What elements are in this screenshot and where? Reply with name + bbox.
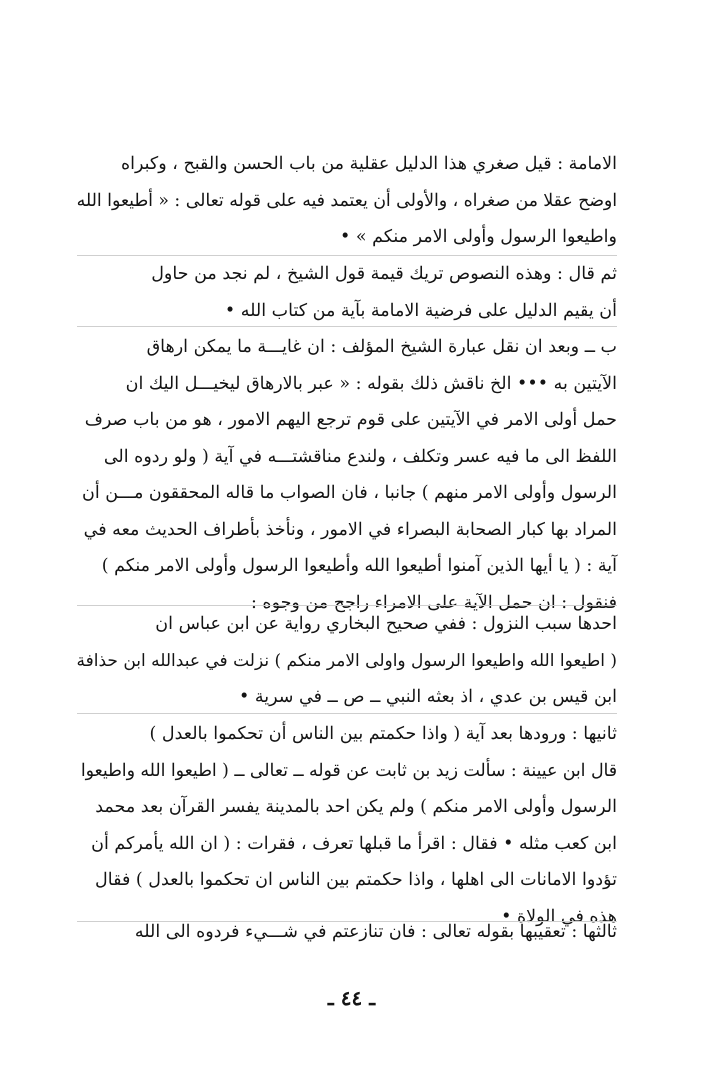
text-line: ابن كعب مثله • فقال : اقرأ ما قبلها تعرف ، فقرات : ( ان الله يأمركم أن bbox=[91, 833, 617, 854]
text-line: ثانيها : ورودها بعد آية ( واذا حكمتم بين الناس أن تحكموا بالعدل ) bbox=[149, 724, 617, 744]
text-line: اللفظ الى ما فيه عسر وتكلف ، ولندع مناقشتـــه في آية ( ولو ردوه الى bbox=[103, 446, 617, 467]
text-line: الامامة : قيل صغري هذا الدليل عقلية من باب الحسن والقبح ، وكبراه bbox=[120, 154, 617, 174]
text-line: آية : ( يا أيها الذين آمنوا أطيعوا الله وأطيعوا الرسول وأولى الامر منكم ) bbox=[101, 556, 617, 576]
paragraph-divider bbox=[77, 326, 617, 327]
text-line: الرسول وأولى الامر منهم ) جانبا ، فان الصواب ما قاله المحققون مـــن أن bbox=[81, 483, 617, 503]
text-line: ابن قيس بن عدي ، اذ بعثه النبي ــ ص ــ في سرية • bbox=[239, 687, 617, 707]
text-line: ثالثها : تعقيبها بقوله تعالى : فان تنازعتم في شـــيء فردوه الى الله bbox=[134, 922, 617, 942]
paragraph-3 bbox=[77, 329, 617, 621]
text-line: الآيتين به ••• الخ ناقش ذلك بقوله : « عبر بالارهاق ليخيـــل اليك ان bbox=[125, 373, 617, 394]
text-line: هذه في الولاة • bbox=[501, 906, 617, 927]
text-line: ثم قال : وهذه النصوص تريك قيمة قول الشيخ ، لم نجد من حاول bbox=[151, 264, 617, 284]
text-line: واطيعوا الرسول وأولى الامر منكم » • bbox=[339, 227, 617, 247]
text-line: اوضح عقلا من صغراه ، والأولى أن يعتمد فيه على قوله تعالى : « أطيعوا الله bbox=[76, 190, 617, 211]
text-line: قال ابن عيينة : سألت زيد بن ثابت عن قوله ــ تعالى ــ ( اطيعوا الله واطيعوا bbox=[80, 760, 617, 781]
text-line: احدها سبب النزول : ففي صحيح البخاري رواية عن ابن عباس ان bbox=[155, 614, 617, 634]
text-line: فنقول : ان حمل الآية على الامراء راجح من وجوه : bbox=[250, 592, 617, 613]
text-line: حمل أولى الامر في الآيتين على قوم ترجع اليهم الامور ، هو من باب صرف bbox=[84, 410, 617, 430]
paragraph-5 bbox=[77, 716, 617, 935]
paragraph-1 bbox=[77, 146, 617, 256]
paragraph-divider bbox=[77, 713, 617, 714]
paragraph-2 bbox=[77, 256, 617, 329]
text-line: أن يقيم الدليل على فرضية الامامة بآية من كتاب الله • bbox=[224, 300, 617, 321]
page-number: ـ ٤٤ ـ bbox=[327, 986, 376, 1010]
paragraph-6 bbox=[77, 914, 617, 951]
text-line: ( اطيعوا الله واطيعوا الرسول واولى الامر منكم ) نزلت في عبدالله ابن حذافة bbox=[76, 650, 617, 671]
paragraph-4 bbox=[77, 606, 617, 716]
text-line: تؤدوا الامانات الى اهلها ، واذا حكمتم بين الناس ان تحكموا بالعدل ) فقال bbox=[95, 870, 617, 890]
text-line: ب ــ وبعد ان نقل عبارة الشيخ المؤلف : ان غايـــة ما يمكن ارهاق bbox=[146, 337, 617, 357]
text-line: الرسول وأولى الامر منكم ) ولم يكن احد بالمدينة يفسر القرآن بعد محمد bbox=[95, 797, 617, 817]
text-line: المراد بها كبار الصحابة البصراء في الامور ، ونأخذ بأطراف الحديث معه في bbox=[83, 519, 617, 540]
